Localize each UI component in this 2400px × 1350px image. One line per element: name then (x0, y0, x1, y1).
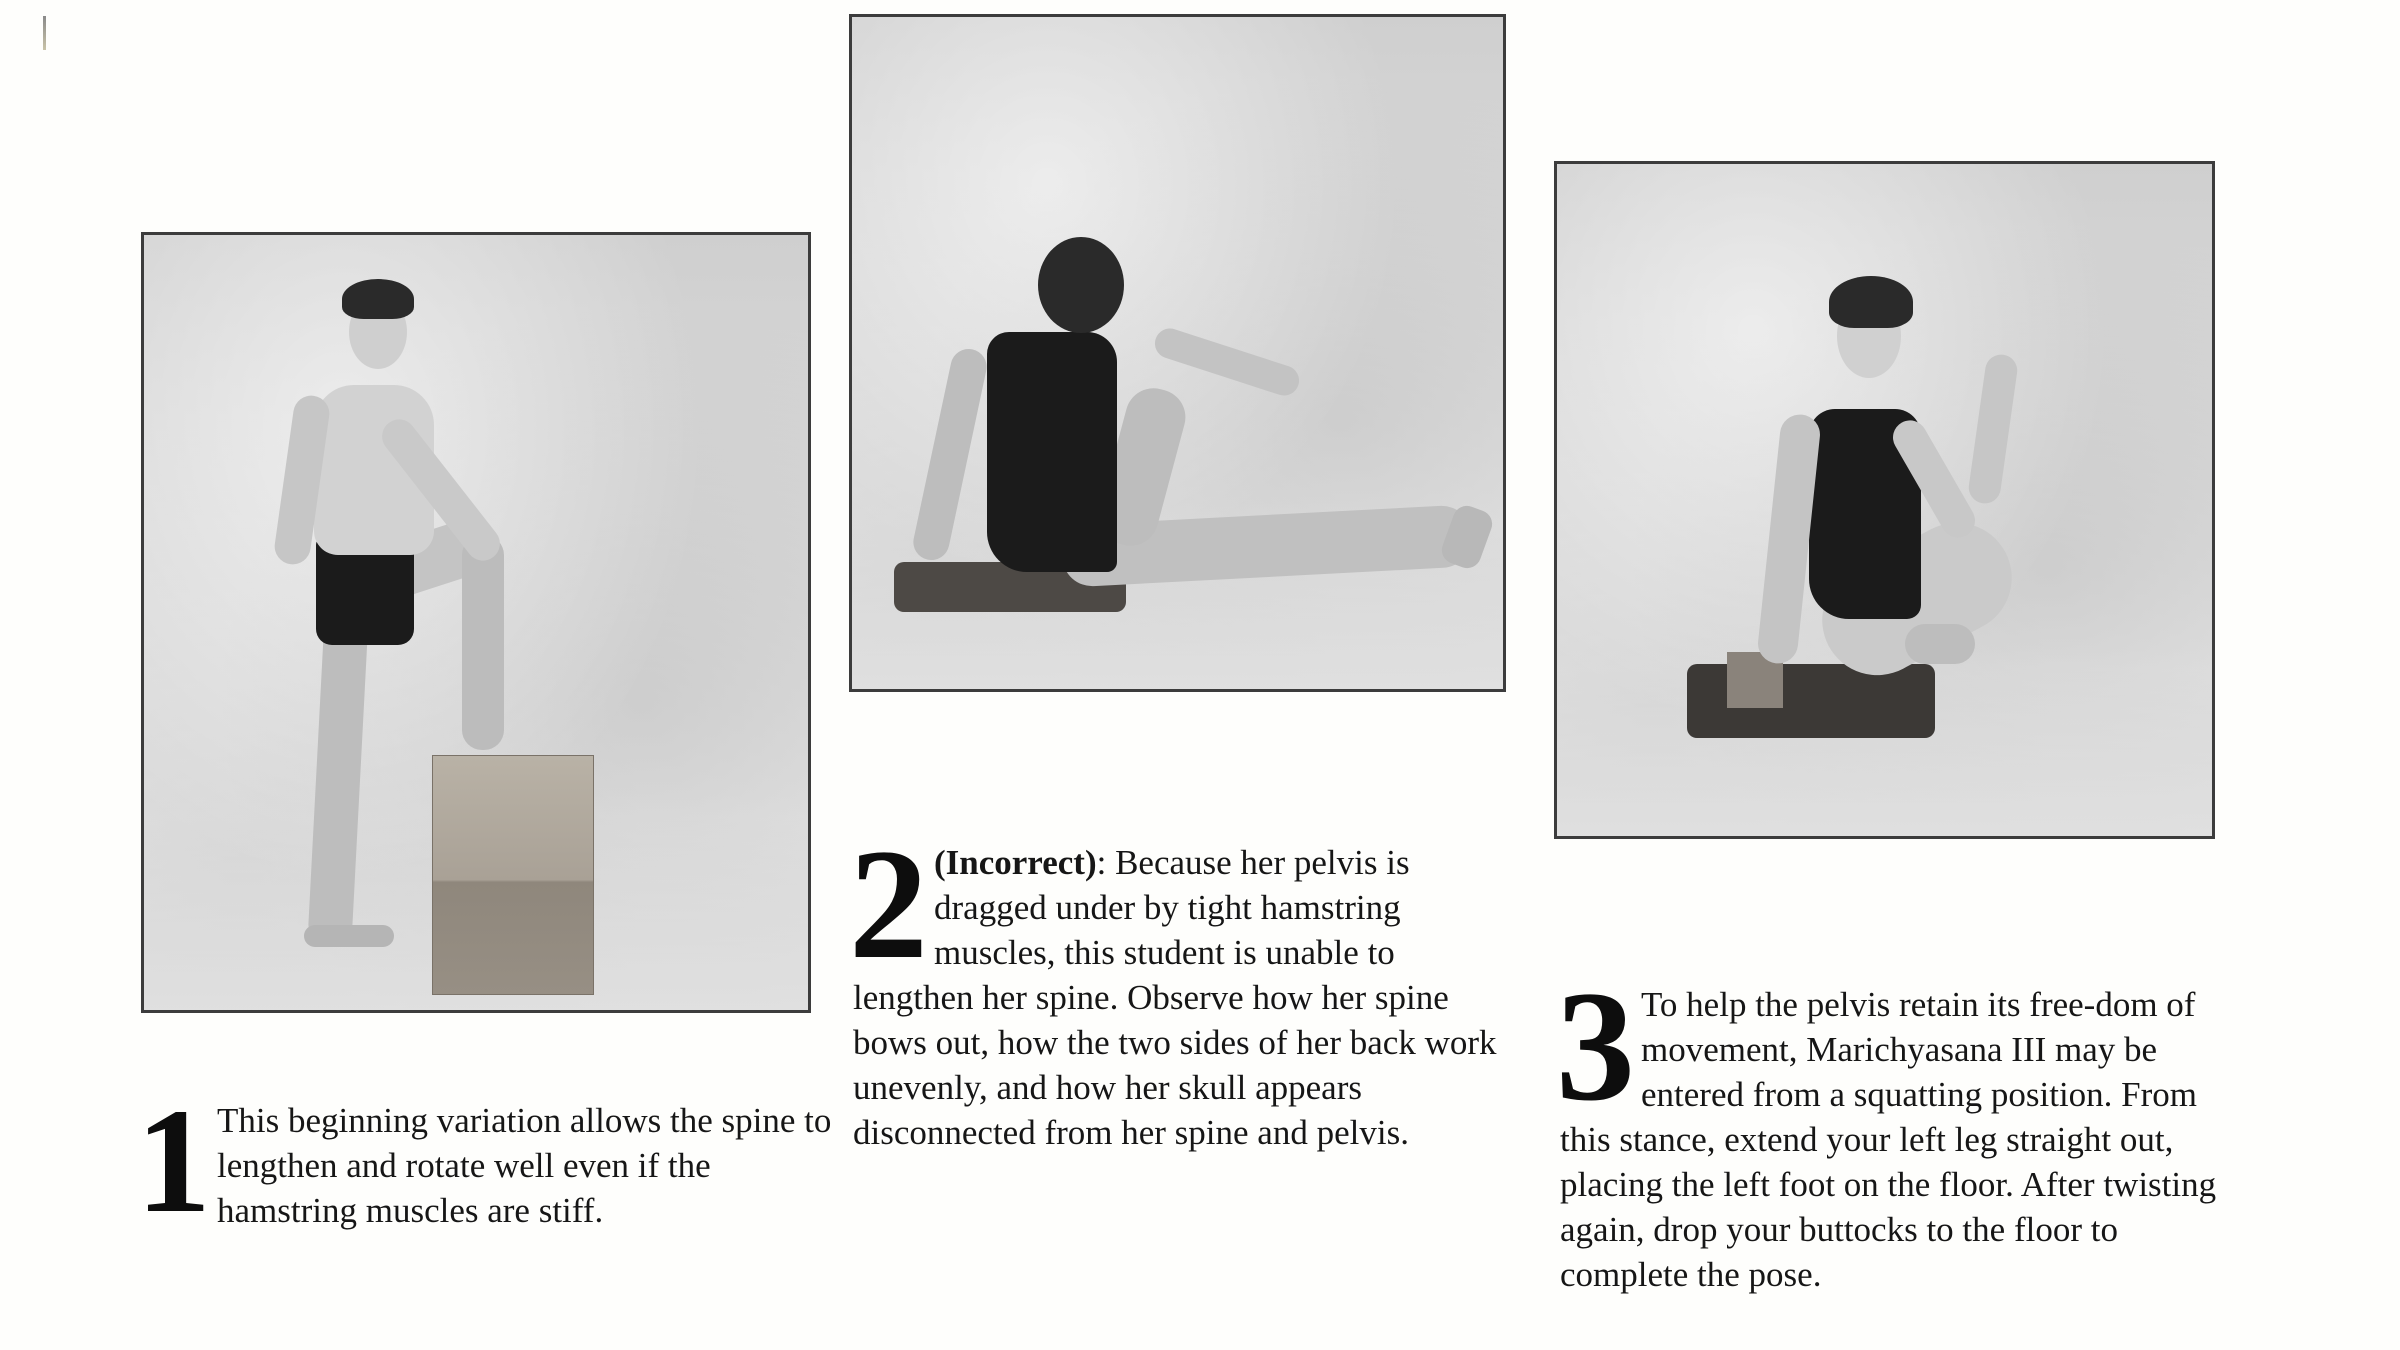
caption-text: This beginning variation allows the spine to lengthen and rotate well even if the hamstring muscles are stiff. (217, 1101, 832, 1230)
caption-2 (849, 817, 1513, 1155)
photo-2 (849, 14, 1506, 692)
drop-cap-number: 3 (1556, 959, 1635, 1134)
caption-text: : Because her pelvis is dragged under by tight hamstring muscles, this student is unable to lengthen her spine. Observe how her spine bows out, how the two sides of her back work unevenly, and how her skull appears disconnected from her spine and pelvis. (853, 843, 1497, 1152)
page-margin-mark (43, 16, 46, 50)
wooden-box (432, 755, 594, 995)
folded-blanket (1687, 664, 1935, 738)
caption-lead-bold: (Incorrect) (934, 843, 1097, 882)
drop-cap-number: 2 (849, 817, 928, 992)
drop-cap-number: 1 (136, 1078, 211, 1244)
photo-3 (1554, 161, 2215, 839)
caption-3 (1556, 959, 2240, 1297)
caption-1 (136, 1078, 840, 1244)
photo-1 (141, 232, 811, 1013)
caption-text: To help the pelvis retain its free-dom of movement, Marichyasana III may be entered from a squatting position. From this stance, extend your left leg straight out, placing the left foot on the floor. After twisting again, drop your buttocks to the floor to complete the pose. (1560, 985, 2217, 1294)
